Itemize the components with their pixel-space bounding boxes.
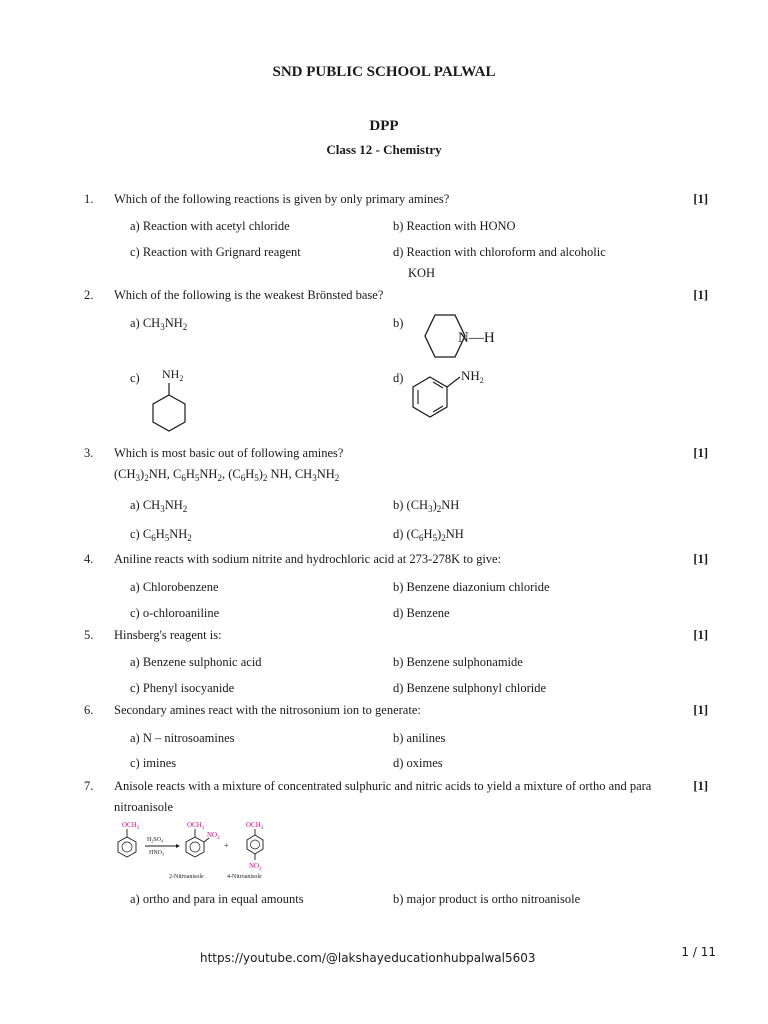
option-d[interactable]: d) Reaction with chloroform and alcoholic bbox=[393, 245, 606, 259]
question-text-continued: nitroanisole bbox=[114, 800, 174, 814]
option-b[interactable]: b) Benzene sulphonamide bbox=[393, 655, 523, 669]
option-c[interactable]: c) $C_6H_5NH_2$ bbox=[130, 527, 192, 543]
para-label: 4-Nitroanisole bbox=[227, 874, 262, 880]
option-b[interactable]: b) Reaction with HONO bbox=[393, 219, 516, 233]
piperidine-structure bbox=[406, 310, 516, 366]
question-text: Secondary amines react with the nitrosonium ion to generate: bbox=[114, 703, 421, 717]
amine-formula-list: $(CH_3)_2NH$, $C_6H_5NH_2$, $(C_6H_5)_2$ NH, $CH_3NH_2$ bbox=[114, 467, 340, 483]
question-number: 3. bbox=[84, 446, 94, 460]
question-text: Aniline reacts with sodium nitrite and hydrochloric acid at 273-278K to give: bbox=[114, 552, 502, 566]
option-c[interactable]: c) Reaction with Grignard reagent bbox=[130, 245, 301, 259]
question-number: 4. bbox=[84, 552, 94, 566]
page-number: 1 / 11 bbox=[681, 945, 716, 959]
question-marks: [1] bbox=[693, 552, 708, 566]
question-number: 2. bbox=[84, 288, 94, 302]
question-marks: [1] bbox=[693, 192, 708, 206]
option-b[interactable]: b) bbox=[393, 316, 404, 330]
svg-text:NO2: $NO_2$ bbox=[207, 831, 220, 841]
question-number: 1. bbox=[84, 192, 94, 206]
option-a[interactable]: a) $CH_3NH_2$ bbox=[130, 498, 188, 514]
option-b[interactable]: b) Benzene diazonium chloride bbox=[393, 580, 550, 594]
question-marks: [1] bbox=[693, 288, 708, 302]
svg-text:NO2: $NO_2$ bbox=[249, 862, 262, 872]
option-d[interactable]: d) Benzene bbox=[393, 606, 450, 620]
question-marks: [1] bbox=[693, 779, 708, 793]
svg-text:+: + bbox=[224, 841, 229, 850]
option-d[interactable]: d) bbox=[393, 371, 404, 385]
nitration-reaction-scheme bbox=[112, 816, 282, 884]
question-marks: [1] bbox=[693, 446, 708, 460]
svg-text:OCH3: $OCH_3$ bbox=[246, 821, 264, 831]
question-marks: [1] bbox=[693, 628, 708, 642]
option-a[interactable]: a) $CH_3NH_2$ bbox=[130, 316, 188, 332]
option-b[interactable]: b) $(CH_3)_2NH$ bbox=[393, 498, 460, 514]
question-number: 5. bbox=[84, 628, 94, 642]
option-d-continued: KOH bbox=[408, 266, 436, 280]
svg-text:H2SO4: $H_2SO_4$ bbox=[147, 837, 164, 844]
question-text: Hinsberg's reagent is: bbox=[114, 628, 222, 642]
option-b[interactable]: b) major product is ortho nitroanisole bbox=[393, 892, 581, 906]
class-subject: Class 12 - Chemistry bbox=[326, 142, 442, 157]
svg-text:OCH3: $OCH_3$ bbox=[122, 821, 140, 831]
aniline-structure bbox=[404, 364, 504, 424]
option-d[interactable]: d) oximes bbox=[393, 756, 443, 770]
option-c[interactable]: c) o-chloroaniline bbox=[130, 606, 220, 620]
option-c[interactable]: c) Phenyl isocyanide bbox=[130, 681, 235, 695]
svg-text:HNO3: $HNO_3$ bbox=[149, 850, 164, 857]
footer-url[interactable]: https://youtube.com/@lakshayeducationhubpalwal5603 bbox=[200, 951, 536, 965]
svg-text:OCH3: $OCH_3$ bbox=[187, 821, 205, 831]
question-number: 7. bbox=[84, 779, 94, 793]
question-text: Which is most basic out of following amines? bbox=[114, 446, 344, 460]
option-c[interactable]: c) bbox=[130, 371, 140, 385]
ortho-label: 2-Nitroanisole bbox=[169, 874, 204, 880]
school-name: SND PUBLIC SCHOOL PALWAL bbox=[272, 64, 496, 80]
cyclohexylamine-structure bbox=[140, 362, 200, 442]
option-a[interactable]: a) N – nitrosoamines bbox=[130, 731, 235, 745]
option-c[interactable]: c) imines bbox=[130, 756, 177, 770]
option-b[interactable]: b) anilines bbox=[393, 731, 446, 745]
question-text: Which of the following reactions is given by only primary amines? bbox=[114, 192, 450, 206]
doc-type: DPP bbox=[369, 118, 399, 134]
question-text: Which of the following is the weakest Brönsted base? bbox=[114, 288, 384, 302]
option-a[interactable]: a) Reaction with acetyl chloride bbox=[130, 219, 290, 233]
question-marks: [1] bbox=[693, 703, 708, 717]
option-a[interactable]: a) ortho and para in equal amounts bbox=[130, 892, 304, 906]
svg-text:NH2: $NH_2$ bbox=[162, 367, 184, 383]
option-d[interactable]: d) $(C_6H_5)_2NH$ bbox=[393, 527, 464, 543]
option-a[interactable]: a) Benzene sulphonic acid bbox=[130, 655, 262, 669]
option-d[interactable]: d) Benzene sulphonyl chloride bbox=[393, 681, 547, 695]
question-text: Anisole reacts with a mixture of concentrated sulphuric and nitric acids to yield a mixture of ortho and para bbox=[114, 779, 652, 793]
option-a[interactable]: a) Chlorobenzene bbox=[130, 580, 219, 594]
question-number: 6. bbox=[84, 703, 94, 717]
piperidine-label: N—H bbox=[458, 330, 495, 346]
svg-text:NH2: $NH_2$ bbox=[461, 368, 484, 385]
